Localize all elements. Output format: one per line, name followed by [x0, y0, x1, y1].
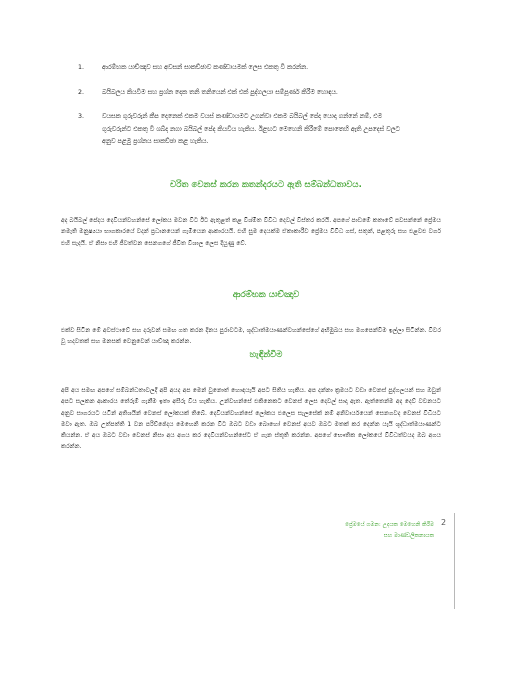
list-number: 1.: [78, 64, 85, 71]
list-number: 2.: [78, 88, 85, 96]
section-body-opening-prayer: එක්ව සිටින මේ අවස්ථාවේ සහ දරුවන් සමඟ ගත කරන දිනය පුරාවටම, ශුද්ධාත්මයාණන්වහන්සේගේ අභිමුඛය සහ මගපෙන්වීම ඉල්ලා සිටින්න. විවර වූ හදවතක් සහ මනසක් වෙනුවෙන් යාච්ඤා කරන්න.: [61, 327, 441, 346]
list-text: ආරම්භක යාච්ඤාව සහ අවසන් සාකච්ඡාව කණ්ඩායමක් ලෙස එකතු වී කරන්න.: [102, 64, 309, 71]
page-number: 2: [441, 518, 447, 527]
list-text: වයසක ගුරුවරුන් කීප දෙනෙක් එකම වයස් කණ්ඩායමට උගන්වා එකම බයිබල් පේද යොදා ගන්නේ නම්, එම ගුරුවරුන්ට එකතු වී ශබ්ද නගා බයිබල් පේද කියවිය හැකිය. ඊළඟට මෙහෙනි කිරීමේ පොතෙහි ඇති උපදෙස් වලට අනුව පළමු ප්‍රශ්නය සාකච්ඡා කළ හැකිය.: [102, 113, 400, 145]
page-footer: [304, 520, 434, 542]
list-text: බයිබලය කියවීම සහ ප්‍රශ්න දෙක තනි තනියෙන් එක් එක් පුද්ගලයා සම්පූර්ණ කිරීම හොඳය.: [102, 88, 338, 96]
list-item: [78, 87, 408, 100]
section-body-story-connection: අද බයිබල් පේදය දෙවියන්වහන්සේ ලෝකය මවන විට ඊට ඇතුළත් කළ විශ්මිත විවිධ දෙවල් විස්තර කරයි. අපගේ පාඩමේ කතාවේ පවසන්නේ ප්‍රේමය නමැති මනුෂ්‍යයා භාගකාරයේ වදන් ප්‍රධානයෙන් ගැමියෙන ආකාරයයි. එහි සුම දෙයක්ම ඒකාකාරීව ප්‍රේමය විවිධ ගස්, සතුන්, පළතුරු සහ එළවළු වර්ග එහි සැදයි. ඒ නිසා එහි ජීවත්වන සෙනගගේ ජීවිත විශාල ලෙස දියුණු වේ.: [61, 217, 441, 247]
list-item: [78, 111, 408, 149]
footer-title: ප්‍රේමයේ ගමන: උදයක මෙහෙනි කිරීම: [345, 522, 434, 528]
list-number: 3.: [78, 113, 85, 120]
section-body-introduction: අපි අය සමඟ අපගේ සම්බන්ධතාවලදී අපි අයද අප මෙන් වුනොත් හොඳයැයි අපට සිතිය හැකිය. අප දන්නා ක්‍රමයට වඩා වෙනස් පුද්ගලයන් සහ ඔවුන් අපට සලකන ආකාරය තේරුම් ගැනීම ඉතා අසීරු විය හැකිය. උන්වහන්සේ එකිනෙකට වෙනස් ලෙස දෙවල් සාදා ඇත. ඇත්තෙන්ම අද දෙව් වචනයට අනුව සාගරයට යටින් අතිශයින් වෙනස් ලෝකයක් තිබේ. දෙවියන්වහන්සේ ලෝකය එලෙස සැලසේක් නම් අනිවාර්යයෙන් සෙනගවද වෙනස් විධියට මවා ඇත. ඔබ උත්පත්ති 1 වන පරිච්ඡේදය මෙහෙනි කරන විට ඔබට වඩා බොහෝ වෙනස් අයව ඔබට මතක් කර දෙන්න යැයි ශුද්ධාත්මයාණන්ට කියන්න. ඒ අය ඔබට වඩා වෙනස් නිසා අය අගය කර දෙවියන්වහන්සේට ඒ ගැන ස්තූති කරන්න. අපගේ භෞතික ලෝකයේ විවිධත්වයද ඔබ අගය කරන්න.: [61, 387, 441, 451]
section-heading-story-connection: චරිත වෙනස් කරන කතන්දරයට ඇති සම්බන්ධතාවය.: [170, 180, 362, 190]
footer-divider: [454, 513, 455, 609]
section-heading-introduction: හැඳින්වීම: [249, 350, 283, 360]
list-item: [78, 62, 408, 75]
footer-subtitle: සහ මාණ්ඩලිකනායක: [383, 533, 434, 539]
instruction-list: [78, 62, 408, 161]
section-heading-opening-prayer: ආරම්භක යාච්ඤාව: [232, 290, 300, 300]
